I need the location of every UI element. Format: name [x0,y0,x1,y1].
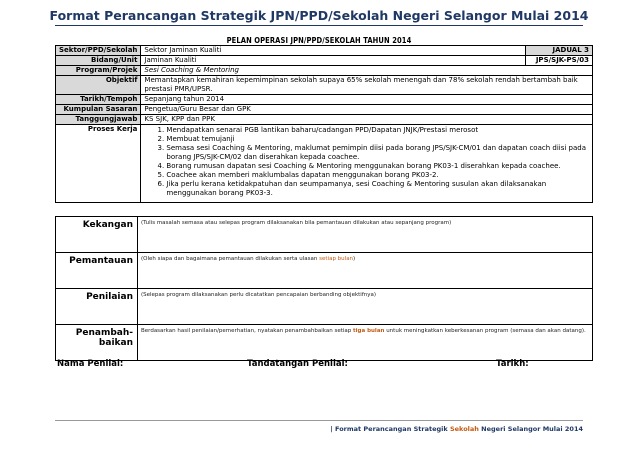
nama-penilai-label: Nama Penilai: [57,359,124,369]
process-step: 6. Jika perlu kerana ketidakpatuhan dan seumpamanya, sesi Coaching & Mentoring susulan akan dilaksanakan menggunakan borang PK03-3. [166,180,589,198]
table-row [56,105,593,115]
pemantauan-text-b: ) [353,256,356,262]
table-row [56,56,593,66]
program-label: Program/Projek [56,66,141,76]
tarikh-label-sig: Tarikh: [496,359,529,369]
process-step: 4. Borang rumusan dapatan sesi Coaching & Mentoring menggunakan borang PK03-1 diserahkan kepada coachee. [166,162,589,171]
process-step: 2. Membuat temujanji [166,135,589,144]
footer-part1: Format Perancangan Strategik [335,425,448,433]
tandatangan-penilai-label: Tandatangan Penilai: [247,359,348,369]
form-code: JPS/SJK-PS/03 [526,56,593,66]
objektif-value: Memantapkan kemahiran kepemimpinan sekolah supaya 65% sekolah menengah dan 78% sekolah rendah bertambah baik prestasi PMR/UPSR. [141,76,593,95]
penambahbaikan-text-b: untuk meningkatkan keberkesanan program (semasa dan akan datang). [384,328,586,334]
process-step: 5. Coachee akan memberi maklumbalas dapatan menggunakan borang PK03-2. [166,171,589,180]
penilaian-note[interactable]: (Selepas program dilaksanakan perlu dicatatkan pencapaian berbanding objektifnya) [138,289,593,325]
sektor-value: Sektor Jaminan Kualiti [141,46,526,56]
jadual-badge: JADUAL 3 [526,46,593,56]
kumpulan-label: Kumpulan Sasaran [56,105,141,115]
kumpulan-value: Pengetua/Guru Besar dan GPK [141,105,593,115]
kekangan-label: Kekangan [56,217,138,253]
tanggung-value: KS SJK, KPP dan PPK [141,115,593,125]
bidang-label: Bidang/Unit [56,56,141,66]
penambahbaikan-label-text: Penambah-baikan [75,328,133,348]
penambahbaikan-label [56,325,138,361]
penambahbaikan-text-a: Berdasarkan hasil penilaian/pemerhatian, nyatakan penambahbaikan setiap [141,328,353,334]
objektif-label: Objektif [56,76,141,95]
tarikh-value: Sepanjang tahun 2014 [141,95,593,105]
table-row [56,217,593,253]
table-row [56,289,593,325]
process-step: 3. Semasa sesi Coaching & Mentoring, maklumat pemimpin diisi pada borang JPS/SJK-CM/01 dan dapatan coach diisi pada borang JPS/SJK-CM/02 dan diserahkan kepada coachee. [166,144,589,162]
penambahbaikan-highlight: tiga bulan [353,328,385,334]
pemantauan-label: Pemantauan [56,253,138,289]
pemantauan-text-a: (Oleh siapa dan bagaimana pemantauan dilakukan serta ulasan [141,256,320,262]
table-row [56,125,593,203]
tarikh-label: Tarikh/Tempoh [56,95,141,105]
table-row [56,76,593,95]
plan-title: PELAN OPERASI JPN/PPD/SEKOLAH TAHUN 2014 [226,36,412,45]
pemantauan-note[interactable] [138,253,593,289]
footer-part2: Sekolah [449,425,479,433]
sektor-label: Sektor/PPD/Sekolah [56,46,141,56]
document-header-title: Format Perancangan Strategik JPN/PPD/Sekolah Negeri Selangor Mulai 2014 [49,8,589,23]
footer-divider [55,420,583,421]
pemantauan-highlight: setiap bulan [319,256,354,262]
kekangan-note[interactable]: (Tulis masalah semasa atau selepas program dilaksanakan bila pemantauan dilakukan atau sepanjang program) [138,217,593,253]
plan-info-table [55,45,593,203]
evaluation-table [55,216,593,361]
footer-text [330,425,583,433]
penilaian-label: Penilaian [56,289,138,325]
bidang-value: Jaminan Kualiti [141,56,526,66]
table-row [56,66,593,76]
table-row [56,325,593,361]
header-divider [55,25,583,26]
process-steps [144,126,589,198]
proses-label: Proses Kerja [56,125,141,203]
proses-value [141,125,593,203]
table-row [56,46,593,56]
penambahbaikan-note[interactable] [138,325,593,361]
tanggung-label: Tanggungjawab [56,115,141,125]
program-value: Sesi Coaching & Mentoring [141,66,593,76]
table-row [56,253,593,289]
footer-bar: | [330,425,333,433]
table-row [56,115,593,125]
table-row [56,95,593,105]
footer-part3: Negeri Selangor Mulai 2014 [481,425,583,433]
process-step: 1. Mendapatkan senarai PGB lantikan baharu/cadangan PPD/Dapatan JNJK/Prestasi merosot [166,126,589,135]
